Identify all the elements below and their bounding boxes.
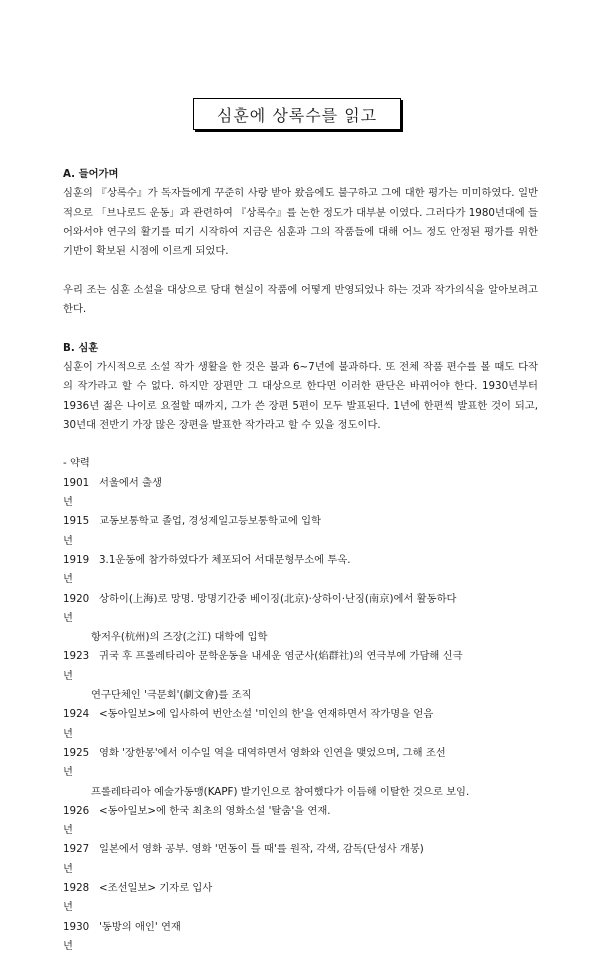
timeline-year: 1927년 [63, 843, 90, 875]
timeline-text: 귀국 후 프롤레타리아 문학운동을 내세운 염군사(焰群社)의 연극부에 가담해 신극 [99, 650, 463, 663]
timeline-entry [63, 744, 538, 783]
timeline-year: 1919년 [63, 553, 90, 586]
timeline-text: <동아일보>에 입사하여 번안소설 '미인의 한'을 연재하면서 작가명을 얻음 [99, 708, 434, 721]
timeline-continuation-text: 프롤레타리아 예술가동맹(KAPF) 발기인으로 참여했다가 이듬해 이탈한 것으로 보임. [91, 785, 470, 798]
timeline-entry [63, 705, 538, 744]
timeline-text: 3.1운동에 참가하였다가 체포되어 서대문형무소에 투옥. [99, 553, 351, 566]
timeline-entry [63, 512, 538, 551]
timeline-entry-continuation [63, 686, 538, 705]
timeline-entry [63, 590, 538, 629]
timeline-entry [63, 918, 538, 956]
timeline-entry-continuation [63, 783, 538, 802]
timeline-text: <조선일보> 기자로 입사 [99, 881, 213, 894]
timeline-entry [63, 647, 538, 686]
document-title-box [193, 98, 401, 130]
timeline-entry-continuation [63, 628, 538, 647]
timeline-text: <동아일보>에 한국 최초의 영화소설 '탈춤'을 연재. [99, 804, 331, 817]
timeline-text: 일본에서 영화 공부. 영화 '먼동이 틀 때'를 원작, 각색, 감독(단성사 개봉) [99, 843, 424, 856]
timeline-continuation-text: 연구단체인 '극문회'(劇文會)를 조직 [91, 689, 252, 702]
spacer [63, 261, 538, 280]
timeline-text: 상하이(上海)로 망명. 망명기간중 베이징(北京)·상하이·난징(南京)에서 활동하다 [99, 592, 457, 605]
timeline-year: 1901년 [63, 476, 90, 509]
timeline-entry [63, 879, 538, 918]
timeline-entry [63, 802, 538, 841]
timeline-text: '동방의 애인' 연재 [99, 920, 181, 933]
timeline-text: 교동보통학교 졸업, 경성제일고등보통학교에 입학 [99, 515, 321, 528]
timeline-year: 1926년 [63, 804, 90, 837]
timeline-entry [63, 840, 538, 879]
timeline-continuation-text: 항저우(杭州)의 즈장(之江) 대학에 입학 [91, 631, 268, 644]
spacer [63, 319, 538, 338]
timeline-year: 1915년 [63, 515, 90, 547]
spacer [63, 435, 538, 454]
timeline-year: 1923년 [63, 650, 90, 682]
timeline-text: 영화 '장한몽'에서 이수일 역을 대역하면서 영화와 인연을 맺었으며, 그해 조선 [99, 746, 446, 759]
timeline-year: 1925년 [63, 746, 90, 779]
intro-paragraph-2: 우리 조는 심훈 소설을 대상으로 당대 현실이 작품에 어떻게 반영되었나 하는 것과 작가의식을 알아보려고 한다. [63, 283, 538, 316]
section-heading-intro: A. 들어가며 [63, 168, 119, 180]
timeline-year: 1924년 [63, 708, 90, 740]
timeline-entry [63, 551, 538, 590]
timeline-text: 서울에서 출생 [99, 476, 162, 489]
section-heading-simhun: B. 심훈 [63, 341, 99, 354]
intro-paragraph-1: 심훈의 『상록수』가 독자들에게 꾸준히 사랑 받아 왔음에도 불구하고 그에 대한 평가는 미미하였다. 일반적으로 「브나로드 운동」과 관련하여 『상록수』를 논한 정도가 대부분 이였다. 그러다가 1980년대에 들어와서야 연구의 활기를 띠기 시작하여 지금은 심훈과 그의 작품들에 대해 어느 정도 안정된 평가를 위한 기반이 확보된 시점에 이르게 되었다. [63, 187, 538, 258]
timeline-label: - 약력 [63, 457, 90, 470]
document-body [63, 165, 538, 956]
timeline-list [63, 474, 538, 956]
timeline-entry [63, 474, 538, 513]
document-title: 심훈에 상록수를 읽고 [216, 105, 378, 125]
timeline-year: 1928년 [63, 881, 90, 914]
timeline-year: 1920년 [63, 592, 90, 624]
timeline-year: 1930년 [63, 920, 90, 952]
simhun-paragraph-1: 심훈이 가시적으로 소설 작가 생활을 한 것은 불과 6~7년에 불과하다. 또 전체 작품 편수를 볼 때도 다작의 작가라고 할 수 없다. 하지만 장편만 그 대상으로 한다면 이러한 판단은 바뀌어야 한다. 1930년부터 1936년 젊은 나이로 요절할 때까지, 그가 쓴 장편 5편이 모두 발표된다. 1년에 한편씩 발표한 것이 되고, 30년대 전반기 가장 많은 장편을 발표한 작가라고 할 수 있을 정도이다. [63, 360, 538, 431]
